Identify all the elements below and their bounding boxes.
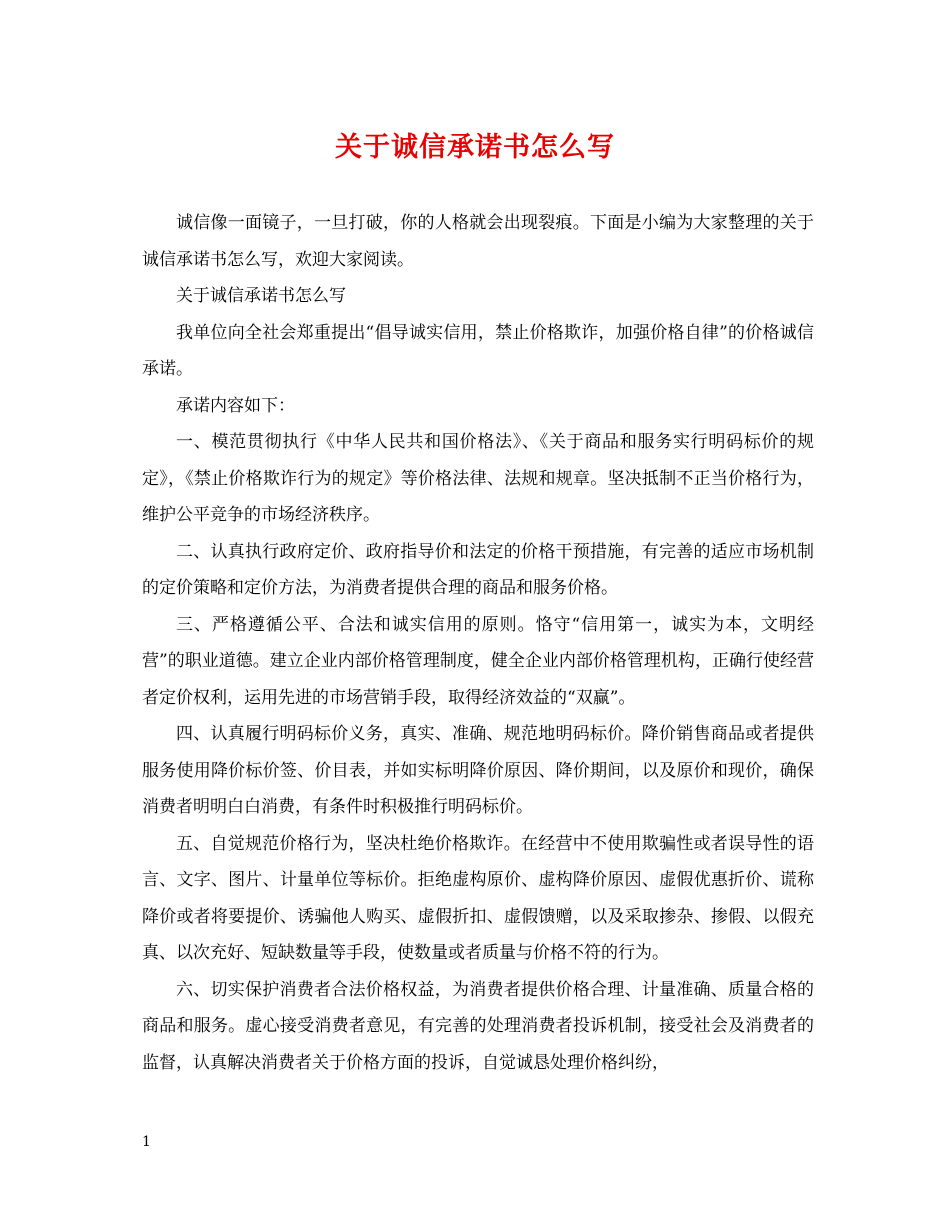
paragraph-subtitle: 关于诚信承诺书怎么写 (176, 286, 346, 306)
paragraph-declaration: 我单位向全社会郑重提出“倡导诚实信用，禁止价格欺诈，加强价格自律”的价格诚信承诺。 (142, 322, 814, 379)
document-body (142, 205, 814, 1081)
paragraph-item-5: 五、自觉规范价格行为，坚决杜绝价格欺诈。在经营中不使用欺骗性或者误导性的语言、文字、图片、计量单位等标价。拒绝虚构原价、虚构降价原因、虚假优惠折价、谎称降价或者将要提价、诱骗他人购买、虚假折扣、虚假馈赠，以及采取掺杂、掺假、以假充真、以次充好、短缺数量等手段，使数量或者质量与价格不符的行为。 (142, 833, 814, 963)
paragraph-item-6: 六、切实保护消费者合法价格权益，为消费者提供价格合理、计量准确、质量合格的商品和服务。虚心接受消费者意见，有完善的处理消费者投诉机制，接受社会及消费者的监督，认真解决消费者关于价格方面的投诉，自觉诚恳处理价格纠纷， (142, 979, 814, 1073)
document-title: 关于诚信承诺书怎么写 (335, 132, 615, 163)
paragraph-item-1: 一、模范贯彻执行《中华人民共和国价格法》、《关于商品和服务实行明码标价的规定》，《禁止价格欺诈行为的规定》等价格法律、法规和规章。坚决抵制不正当价格行为，维护公平竞争的市场经济秩序。 (142, 432, 814, 525)
paragraph-item-3: 三、严格遵循公平、合法和诚实信用的原则。恪守“信用第一，诚实为本，文明经营”的职业道德。建立企业内部价格管理制度，健全企业内部价格管理机构，正确行使经营者定价权利，运用先进的市场营销手段，取得经济效益的“双赢”。 (142, 614, 814, 708)
page-number: 1 (142, 1134, 151, 1150)
paragraph-item-4: 四、认真履行明码标价义务，真实、准确、规范地明码标价。降价销售商品或者提供服务使用降价标价签、价目表，并如实标明降价原因、降价期间，以及原价和现价，确保消费者明明白白消费，有条件时积极推行明码标价。 (142, 724, 814, 817)
paragraph-item-2: 二、认真执行政府定价、政府指导价和法定的价格干预措施，有完善的适应市场机制的定价策略和定价方法，为消费者提供合理的商品和服务价格。 (142, 541, 814, 598)
paragraph-intro: 诚信像一面镜子，一旦打破，你的人格就会出现裂痕。下面是小编为大家整理的关于诚信承诺书怎么写，欢迎大家阅读。 (142, 213, 814, 270)
paragraph-content-heading: 承诺内容如下： (176, 395, 295, 416)
